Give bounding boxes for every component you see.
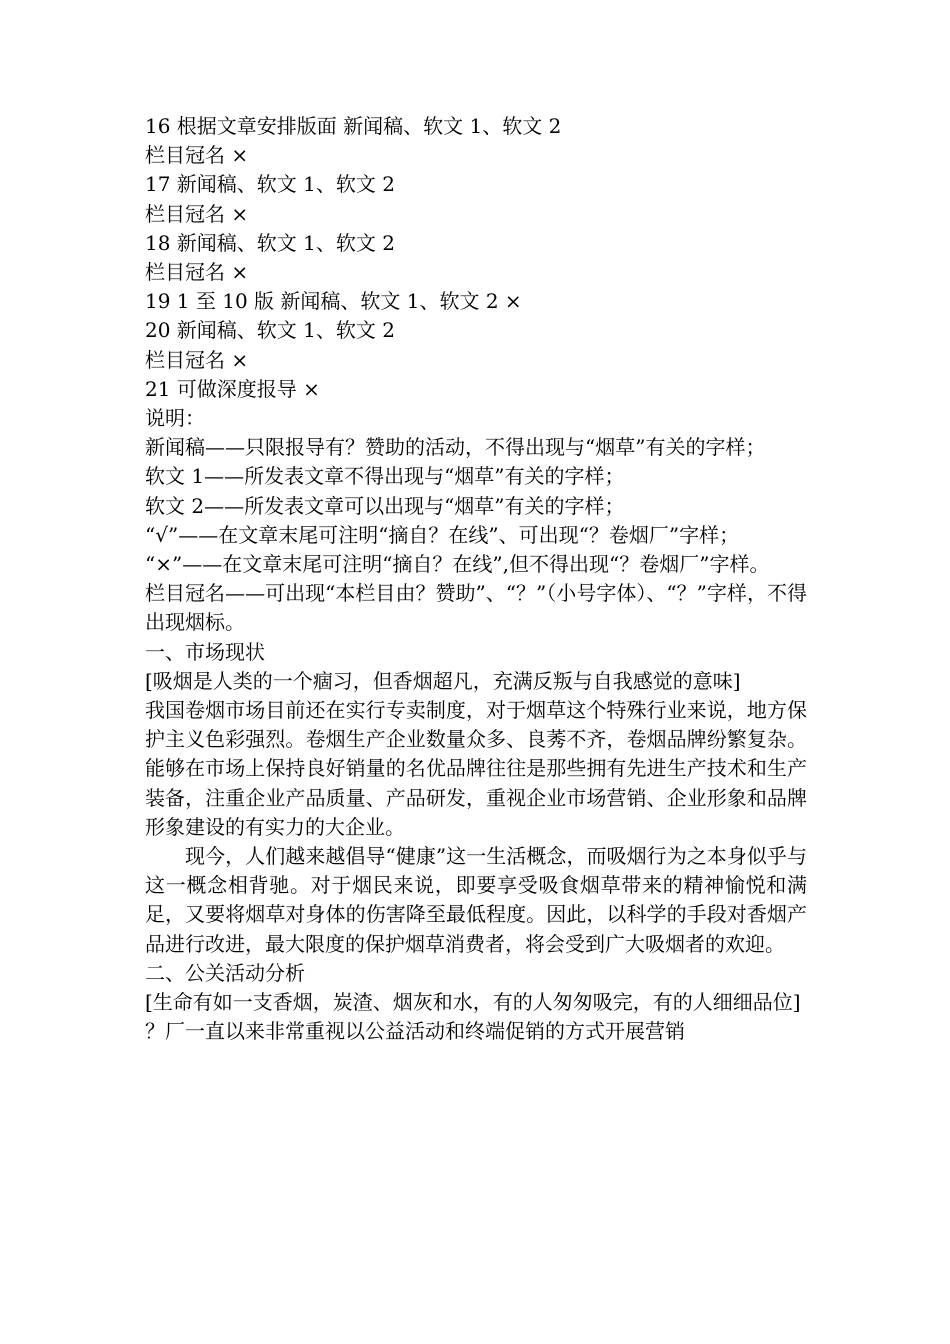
- table-line: 17 新闻稿、软文 1、软文 2: [145, 172, 395, 197]
- table-line: 21 可做深度报导 ×: [145, 376, 320, 401]
- table-line: 栏目冠名 ×: [145, 201, 249, 226]
- body-paragraph: 我国卷烟市场目前还在实行专卖制度，对于烟草这个特殊行业来说，地方保护主义色彩强烈。卷烟生产企业数量众多、良莠不齐，卷烟品牌纷繁复杂。能够在市场上保持良好销量的名优品牌往往是那些拥有先进生产技术和生产装备，注重企业产品质量、产品研发，重视企业市场营销、企业形象和品牌形象建设的有实力的大企业。: [145, 698, 807, 839]
- table-line: 16 根据文章安排版面 新闻稿、软文 1、软文 2: [145, 114, 562, 138]
- note-item: “√”——在文章末尾可注明“摘自？在线”、可出现“？卷烟厂”字样；: [145, 522, 740, 547]
- document-page: [145, 112, 807, 1047]
- note-item: 新闻稿——只限报导有？赞助的活动，不得出现与“烟草”有关的字样；: [145, 435, 766, 460]
- section-heading: 二、公关活动分析: [145, 960, 305, 985]
- table-line: 20 新闻稿、软文 1、软文 2: [145, 318, 395, 343]
- section-quote: [生命有如一支香烟，炭渣、烟灰和水，有的人匆匆吸完，有的人细细品位]: [145, 990, 801, 1015]
- table-line: 18 新闻稿、软文 1、软文 2: [145, 230, 395, 255]
- table-line: 19 1 至 10 版 新闻稿、软文 1、软文 2 ×: [145, 289, 522, 314]
- note-item: 软文 1——所发表文章不得出现与“烟草”有关的字样；: [145, 464, 625, 489]
- notes-heading: 说明：: [145, 406, 205, 431]
- table-line: 栏目冠名 ×: [145, 260, 249, 285]
- note-item: 软文 2——所发表文章可以出现与“烟草”有关的字样；: [145, 493, 625, 518]
- note-item: “×”——在文章末尾可注明“摘自？在线”,但不得出现“？卷烟厂”字样。: [145, 552, 770, 577]
- body-paragraph: 现今，人们越来越倡导“健康”这一生活概念，而吸烟行为之本身似乎与这一概念相背驰。对于烟民来说，即要享受吸食烟草带来的精神愉悦和满足，又要将烟草对身体的伤害降至最低程度。因此，以科学的手段对香烟产品进行改进，最大限度的保护烟草消费者，将会受到广大吸烟者的欢迎。: [145, 844, 807, 956]
- note-item: 栏目冠名——可出现“本栏目由？赞助”、“？”（小号字体）、“？”字样，不得出现烟标。: [145, 581, 807, 635]
- table-line: 栏目冠名 ×: [145, 347, 249, 372]
- section-heading: 一、市场现状: [145, 639, 265, 664]
- section-quote: [吸烟是人类的一个痼习，但香烟超凡，充满反叛与自我感觉的意味]: [145, 668, 741, 693]
- table-line: 栏目冠名 ×: [145, 143, 249, 168]
- body-paragraph: ？厂一直以来非常重视以公益活动和终端促销的方式开展营销: [145, 1019, 685, 1044]
